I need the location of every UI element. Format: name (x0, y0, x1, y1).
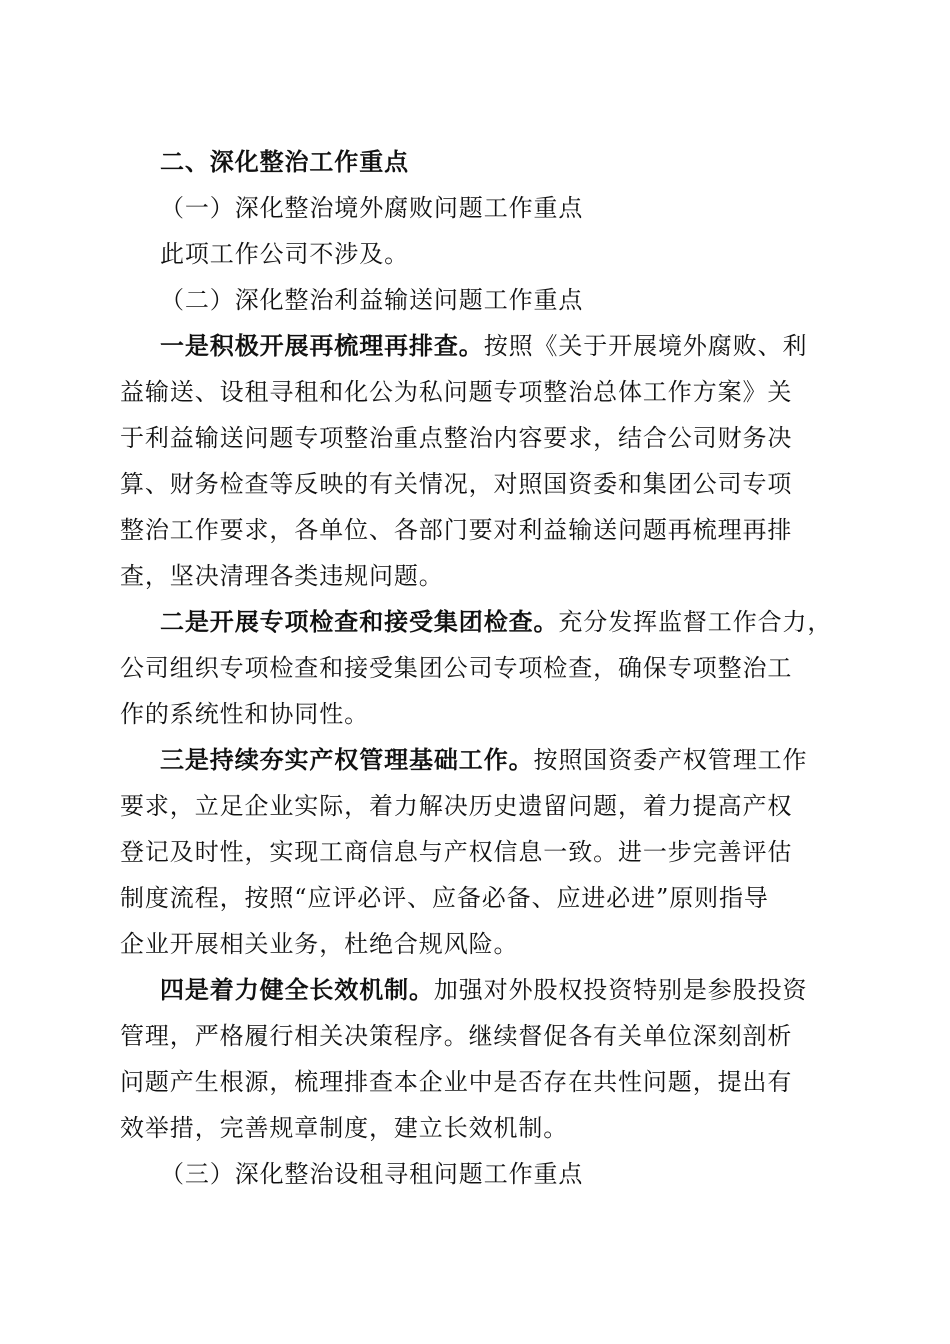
subsection-1-body: 此项工作公司不涉及。 (160, 240, 409, 268)
paragraph-4-line-2: 管理，严格履行相关决策程序。继续督促各有关单位深刻剖析 (120, 1022, 793, 1050)
section-title: 二、深化整治工作重点 (160, 148, 409, 176)
subsection-1-title: （一）深化整治境外腐败问题工作重点 (160, 194, 584, 222)
paragraph-4-lead: 四是着力健全长效机制。 (160, 976, 434, 1004)
paragraph-1-line-2: 益输送、设租寻租和化公为私问题专项整治总体工作方案》关 (120, 378, 793, 406)
paragraph-3-line-4: 制度流程，按照“应评必评、应备必备、应进必进”原则指导 (120, 884, 769, 912)
subsection-2-title: （二）深化整治利益输送问题工作重点 (160, 286, 584, 314)
paragraph-3-line-5: 企业开展相关业务，杜绝合规风险。 (120, 930, 519, 958)
paragraph-3-line-2: 要求，立足企业实际，着力解决历史遗留问题，着力提高产权 (120, 792, 793, 820)
paragraph-1-lead: 一是积极开展再梳理再排查。 (160, 332, 484, 360)
paragraph-2-line-1: 二是开展专项检查和接受集团检查。充分发挥监督工作合力， (160, 608, 833, 636)
paragraph-1-line-3: 于利益输送问题专项整治重点整治内容要求，结合公司财务决 (120, 424, 793, 452)
paragraph-2-line-2: 公司组织专项检查和接受集团公司专项检查，确保专项整治工 (120, 654, 793, 682)
paragraph-2-lead: 二是开展专项检查和接受集团检查。 (160, 608, 559, 636)
paragraph-1-line-4: 算、财务检查等反映的有关情况，对照国资委和集团公司专项 (120, 470, 793, 498)
paragraph-3-lead: 三是持续夯实产权管理基础工作。 (160, 746, 534, 774)
paragraph-1-line-5: 整治工作要求，各单位、各部门要对利益输送问题再梳理再排 (120, 516, 793, 544)
paragraph-2-line-3: 作的系统性和协同性。 (120, 700, 369, 728)
subsection-3-title: （三）深化整治设租寻租问题工作重点 (160, 1160, 584, 1188)
paragraph-3-line-1: 三是持续夯实产权管理基础工作。按照国资委产权管理工作 (160, 746, 808, 774)
paragraph-1-line-6: 查，坚决清理各类违规问题。 (120, 562, 444, 590)
paragraph-1-line-1: 一是积极开展再梳理再排查。按照《关于开展境外腐败、利 (160, 332, 808, 360)
paragraph-3-line-3: 登记及时性，实现工商信息与产权信息一致。进一步完善评估 (120, 838, 793, 866)
paragraph-4-line-1: 四是着力健全长效机制。加强对外股权投资特别是参股投资 (160, 976, 808, 1004)
paragraph-4-line-3: 问题产生根源，梳理排查本企业中是否存在共性问题，提出有 (120, 1068, 793, 1096)
paragraph-4-line-4: 效举措，完善规章制度，建立长效机制。 (120, 1114, 569, 1142)
